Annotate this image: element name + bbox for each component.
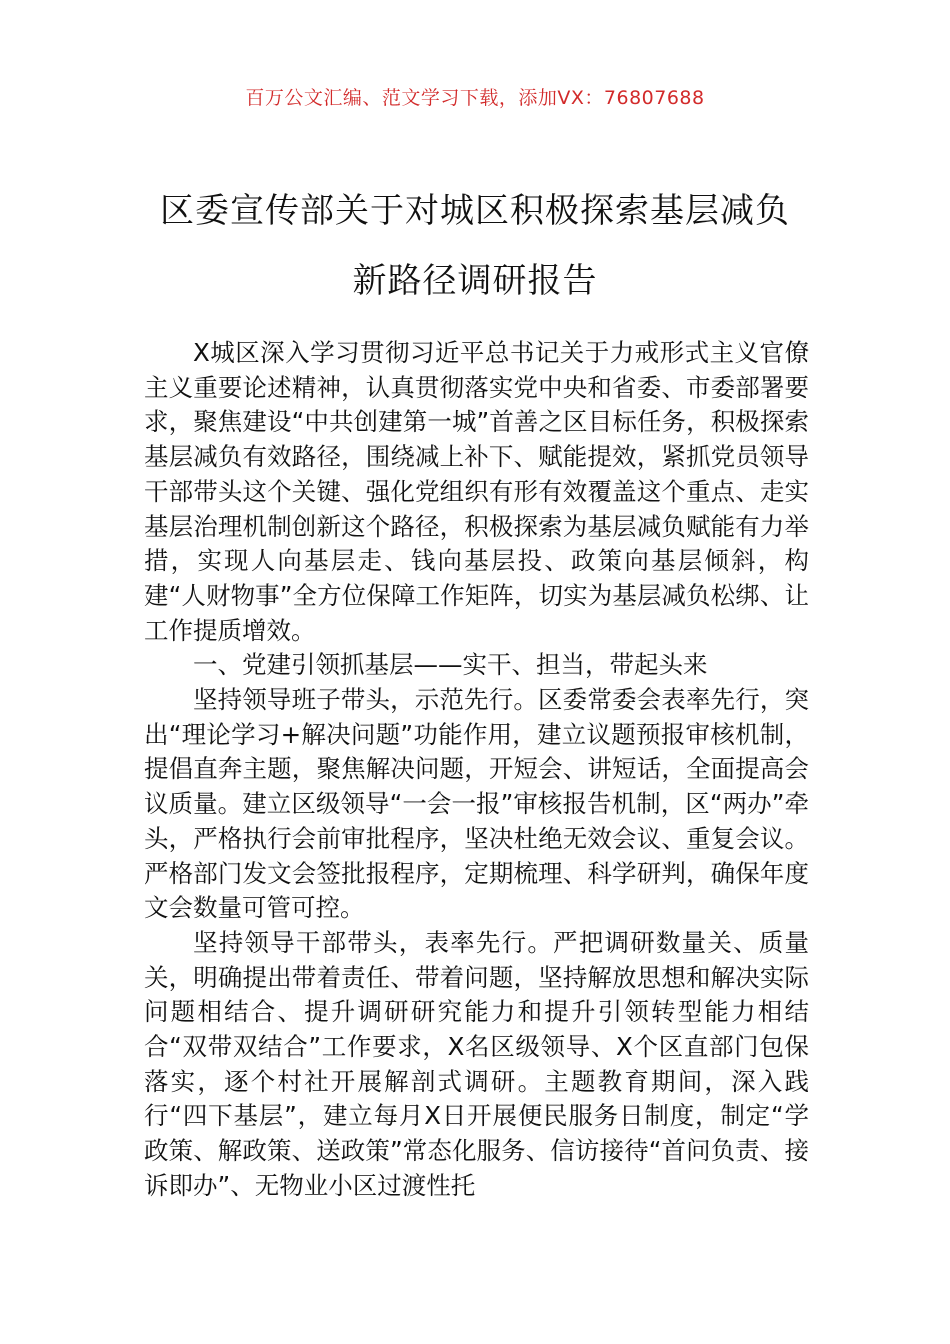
title-line-1: 区委宣传部关于对城区积极探索基层减负 [160,191,790,231]
section-heading-1: 一、党建引领抓基层——实干、担当，带起头来 [193,650,708,680]
document-body [144,336,809,1204]
paragraph-leadership-team: 坚持领导班子带头，示范先行。区委常委会表率先行，突出“理论学习+解决问题”功能作用，建立议题预报审核机制，提倡直奔主题，聚焦解决问题，开短会、讲短话，全面提高会议质量。建立区级领导“一会一报”审核报告机制，区“两办”牵头，严格执行会前审批程序，坚决杜绝无效会议、重复会议。严格部门发文会签批报程序，定期梳理、科学研判，确保年度文会数量可管可控。 [144,685,809,923]
title-line-2: 新路径调研报告 [352,261,598,301]
document-title [100,176,850,316]
paragraph-intro: X城区深入学习贯彻习近平总书记关于力戒形式主义官僚主义重要论述精神，认真贯彻落实党中央和省委、市委部署要求，聚焦建设“中共创建第一城”首善之区目标任务，积极探索基层减负有效路径，围绕减上补下、赋能提效，紧抓党员领导干部带头这个关键、强化党组织有形有效覆盖这个重点、走实基层治理机制创新这个路径，积极探索为基层减负赋能有力举措，实现人向基层走、钱向基层投、政策向基层倾斜，构建“人财物事”全方位保障工作矩阵，切实为基层减负松绑、让工作提质增效。 [144,338,809,645]
watermark-header: 百万公文汇编、范文学习下载，添加VX：76807688 [245,87,705,109]
paragraph-leading-cadres: 坚持领导干部带头，表率先行。严把调研数量关、质量关，明确提出带着责任、带着问题，坚持解放思想和解决实际问题相结合、提升调研研究能力和提升引领转型能力相结合“双带双结合”工作要求，X名区级领导、X个区直部门包保落实，逐个村社开展解剖式调研。主题教育期间，深入践行“四下基层”，建立每月X日开展便民服务日制度，制定“学政策、解政策、送政策”常态化服务、信访接待“首问负责、接诉即办”、无物业小区过渡性托 [144,927,809,1200]
